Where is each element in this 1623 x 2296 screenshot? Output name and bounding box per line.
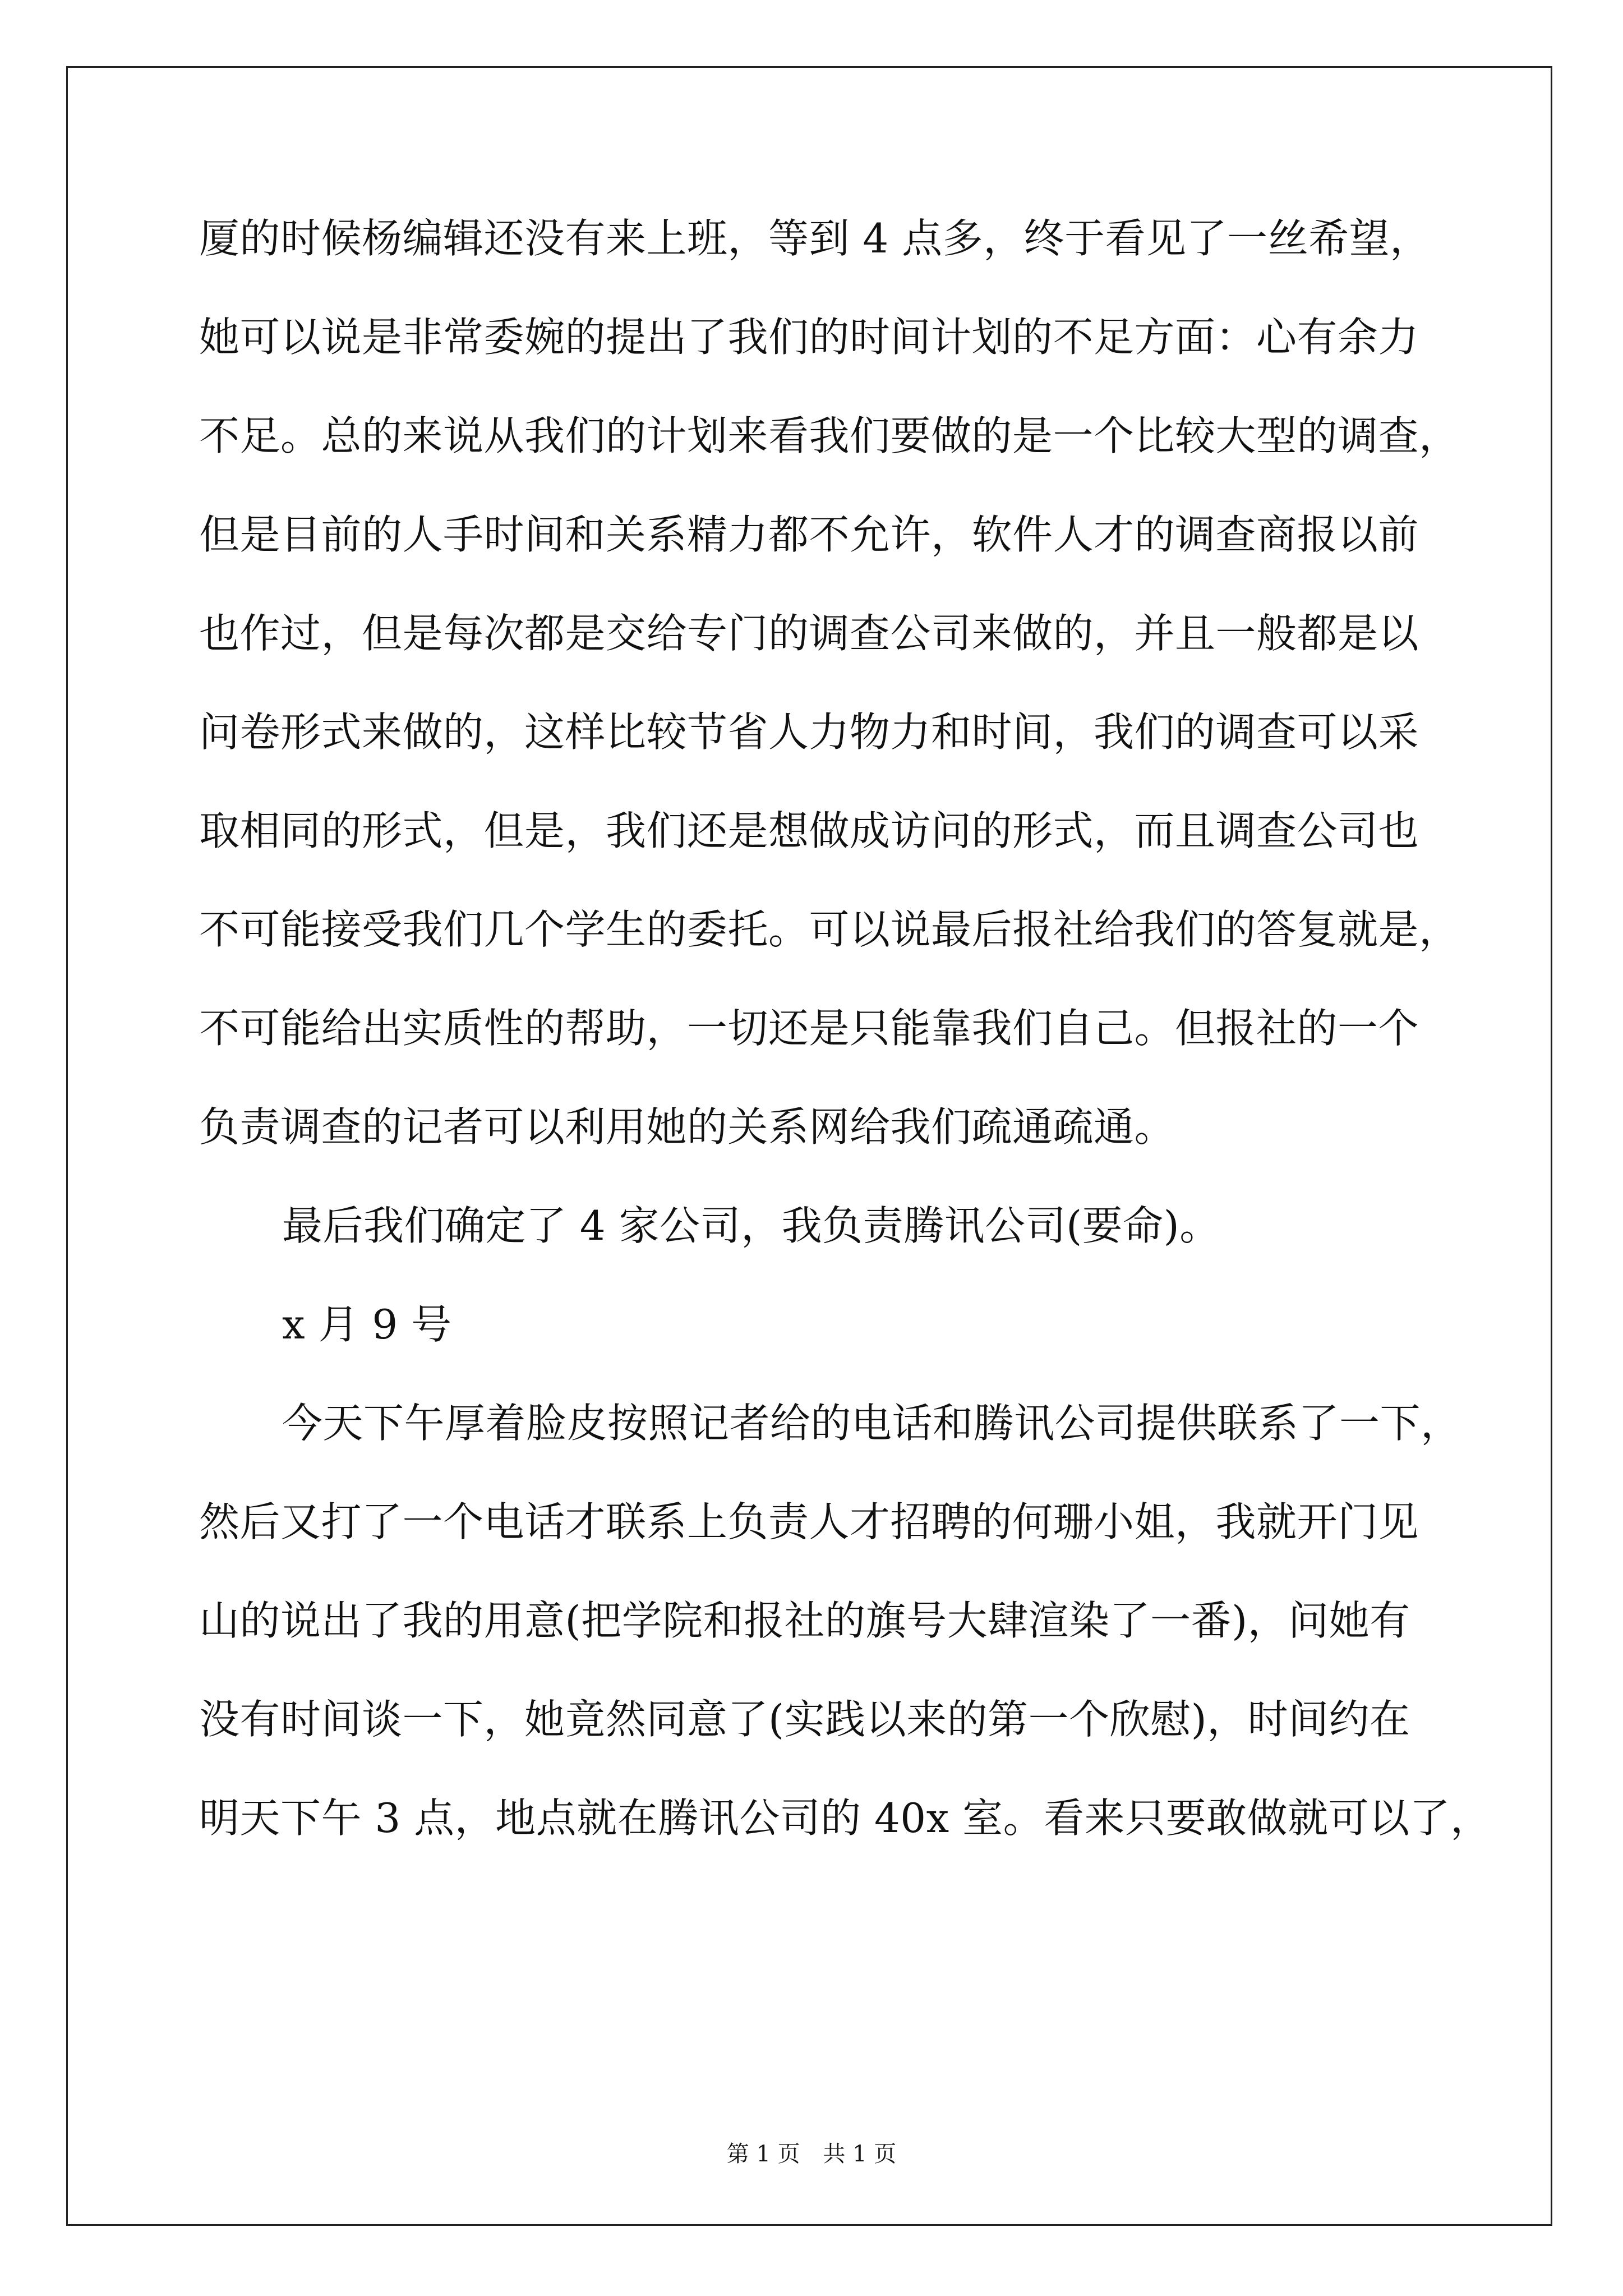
text-line: 山的说出了我的用意(把学院和报社的旗号大肆渲染了一番)，问她有 xyxy=(199,1597,1410,1644)
page-number: 第 1 页 xyxy=(726,2141,800,2167)
text-line: 明天下午 3 点，地点就在腾讯公司的 40x 室。看来只要敢做就可以了， xyxy=(199,1795,1491,1842)
text-line: 她可以说是非常委婉的提出了我们的时间计划的不足方面：心有余力 xyxy=(199,314,1419,361)
text-line: 取相同的形式，但是，我们还是想做成访问的形式，而且调查公司也 xyxy=(199,807,1419,854)
paragraph-line: 今天下午厚着脸皮按照记者给的电话和腾讯公司提供联系了一下， xyxy=(282,1400,1461,1447)
text-line: 不可能给出实质性的帮助，一切还是只能靠我们自己。但报社的一个 xyxy=(199,1005,1419,1052)
text-line: 没有时间谈一下，她竟然同意了(实践以来的第一个欣慰)，时间约在 xyxy=(199,1696,1410,1743)
text-line: 然后又打了一个电话才联系上负责人才招聘的何珊小姐，我就开门见 xyxy=(199,1498,1419,1545)
page-total: 共 1 页 xyxy=(823,2141,897,2167)
paragraph-line: 最后我们确定了 4 家公司，我负责腾讯公司(要命)。 xyxy=(282,1202,1220,1249)
text-line: 也作过，但是每次都是交给专门的调查公司来做的，并且一般都是以 xyxy=(199,610,1419,657)
text-line: 不可能接受我们几个学生的委托。可以说最后报社给我们的答复就是， xyxy=(199,906,1460,953)
text-line: 负责调查的记者可以利用她的关系网给我们疏通疏通。 xyxy=(199,1103,1175,1151)
text-line: 厦的时候杨编辑还没有来上班，等到 4 点多，终于看见了一丝希望， xyxy=(199,215,1431,262)
text-line: 不足。总的来说从我们的计划来看我们要做的是一个比较大型的调查， xyxy=(199,412,1460,459)
text-line: 问卷形式来做的，这样比较节省人力物力和时间，我们的调查可以采 xyxy=(199,708,1419,756)
text-line: 但是目前的人手时间和关系精力都不允许，软件人才的调查商报以前 xyxy=(199,511,1419,558)
date-heading: x 月 9 号 xyxy=(282,1301,452,1348)
page-footer xyxy=(0,2137,1623,2171)
